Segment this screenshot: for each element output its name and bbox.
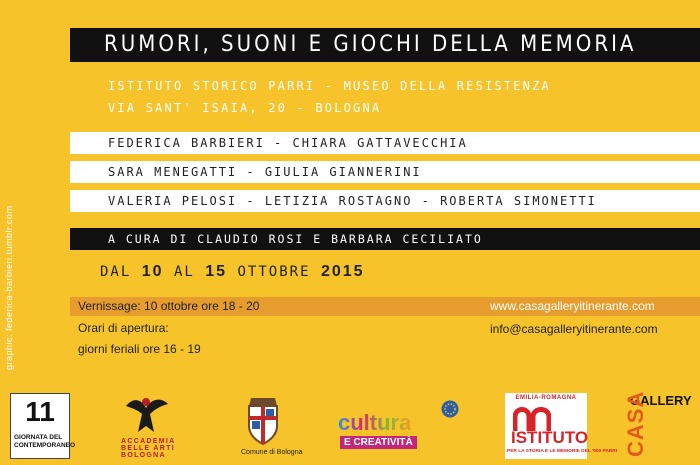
artists-line-3: VALERIA PELOSI - LETIZIA ROSTAGNO - ROBERTA SIMONETTI xyxy=(70,190,700,212)
giornata-caption: GIORNATA DEL CONTEMPORANEO xyxy=(14,434,76,449)
istituto-arch-icon xyxy=(513,403,551,431)
cultura-word: cultura xyxy=(338,410,412,435)
istituto-parri-logo xyxy=(505,393,618,459)
artists-line-1: FEDERICA BARBIERI - CHIARA GATTAVECCHIA xyxy=(70,132,700,154)
giornata-contemporaneo-logo xyxy=(10,393,76,459)
istituto-caption: PER LA STORIA E LE MEMORIE DEL '900 PARRI xyxy=(507,449,618,454)
gallery-logo-text: GALLERY xyxy=(630,393,692,408)
dates-month: OTTOBRE xyxy=(237,264,311,280)
vernissage-text: Vernissage: 10 ottobre ore 18 - 20 xyxy=(78,299,260,313)
eu-stars-icon xyxy=(441,400,459,418)
creativita-badge: E CREATIVITÀ xyxy=(340,436,417,449)
comune-crest-icon xyxy=(243,392,283,448)
venue-address: VIA SANT' ISAIA, 20 - BOLOGNA xyxy=(108,101,382,115)
comune-logo-text: Comune di Bologna xyxy=(241,449,303,456)
artists-line-2: SARA MENEGATTI - GIULIA GIANNERINI xyxy=(70,161,700,183)
exhibition-title: RUMORI, SUONI E GIOCHI DELLA MEMORIA xyxy=(70,28,700,62)
curators-line: A CURA DI CLAUDIO ROSI E BARBARA CECILIATO xyxy=(70,228,700,250)
venue-name: ISTITUTO STORICO PARRI - MUSEO DELLA RESISTENZA xyxy=(108,79,551,93)
opening-hours-label: Orari di apertura: xyxy=(78,321,169,335)
accademia-logo-text: ACCADEMIA BELLE ARTI BOLOGNA xyxy=(121,438,176,459)
opening-hours-value: giorni feriali ore 16 - 19 xyxy=(78,342,201,356)
website-link[interactable]: www.casagalleryitinerante.com xyxy=(490,299,655,313)
dates-day-start: 10 xyxy=(141,263,164,280)
giornata-number: 11 xyxy=(25,396,55,427)
casa-logo-text: CASA xyxy=(623,390,648,457)
istituto-region: EMILIA-ROMAGNA xyxy=(515,395,577,401)
dates-al: AL xyxy=(173,264,195,280)
dates-day-end: 15 xyxy=(205,263,228,280)
graphic-credit: graphic: federica-barbieri.tumblr.com xyxy=(4,205,14,370)
exhibition-dates xyxy=(100,263,365,281)
istituto-word: ISTITUTO xyxy=(511,428,589,447)
accademia-figure-icon xyxy=(120,392,172,436)
email-link[interactable]: info@casagalleryitinerante.com xyxy=(490,322,658,336)
cultura-logo-text xyxy=(338,410,411,436)
dates-year: 2015 xyxy=(320,263,365,280)
dates-dal: DAL xyxy=(100,264,132,280)
